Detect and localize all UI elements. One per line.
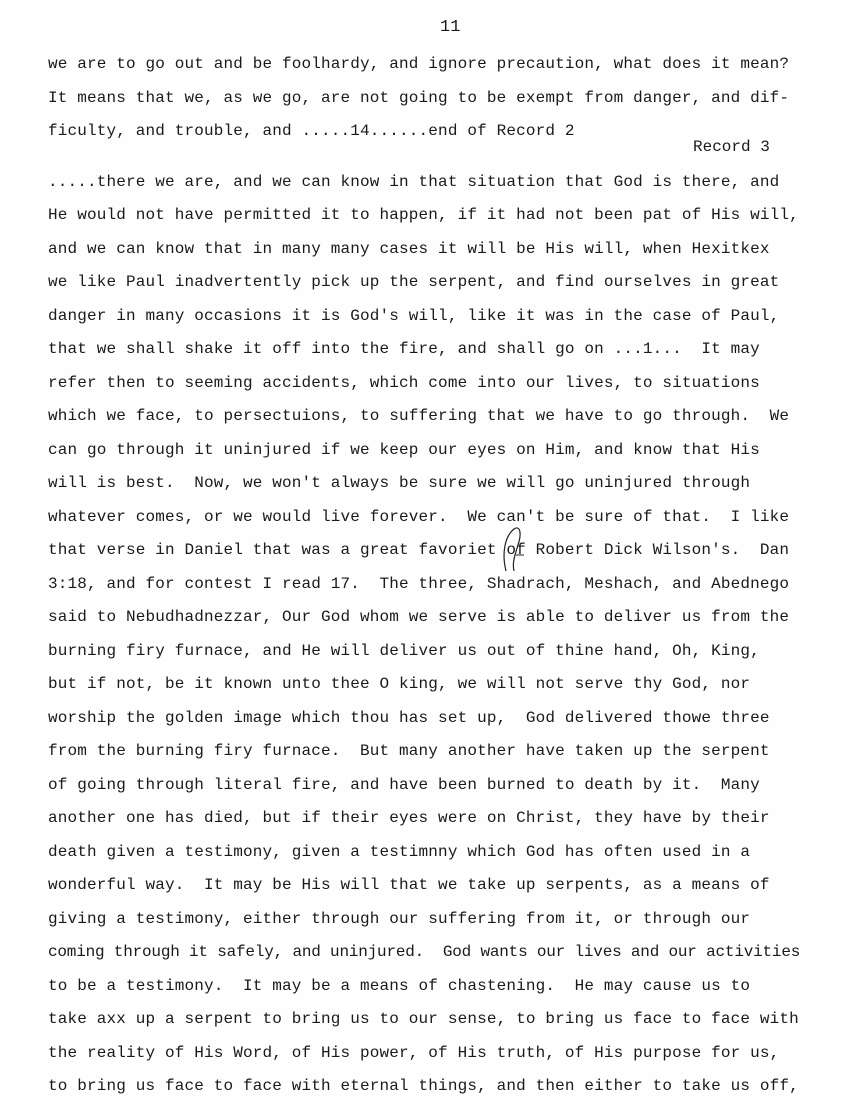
text-line: which we face, to persectuions, to suffering that we have to go through. We (48, 407, 790, 425)
text-line: the reality of His Word, of His power, of His truth, of His purpose for us, (48, 1044, 780, 1062)
text-line: danger in many occasions it is God's will, like it was in the case of Paul, (48, 307, 780, 325)
text-line: burning firy furnace, and He will deliver us out of thine hand, Oh, King, (48, 642, 760, 660)
text-line: to bring us face to face with eternal things, and then either to take us off, (48, 1077, 799, 1095)
text-line: .....there we are, and we can know in that situation that God is there, and (48, 173, 780, 191)
text-line: will is best. Now, we won't always be sure we will go uninjured through (48, 474, 751, 492)
text-line: that we shall shake it off into the fire, and shall go on ...1... It may (48, 340, 760, 358)
text-line: of going through literal fire, and have been burned to death by it. Many (48, 776, 760, 794)
text-line: take axx up a serpent to bring us to our sense, to bring us face to face with (48, 1010, 799, 1028)
text-line: to be a testimony. It may be a means of chastening. He may cause us to (48, 977, 751, 995)
record-label: Record 3 (693, 138, 770, 156)
text-line: said to Nebudhadnezzar, Our God whom we serve is able to deliver us from the (48, 608, 790, 626)
text-line: ficulty, and trouble, and .....14......end of Record 2 (48, 122, 575, 140)
text-line: refer then to seeming accidents, which come into our lives, to situations (48, 374, 760, 392)
text-line: can go through it uninjured if we keep our eyes on Him, and know that His (48, 441, 760, 459)
text-line: whatever comes, or we would live forever. We can't be sure of that. I like (48, 508, 790, 526)
text-line: another one has died, but if their eyes were on Christ, they have by their (48, 809, 770, 827)
text-line: and we can know that in many many cases it will be His will, when Hexitkex (48, 240, 770, 258)
handwritten-correction-mark (500, 525, 526, 575)
text-line: from the burning firy furnace. But many another have taken up the serpent (48, 742, 770, 760)
text-line: death given a testimony, given a testimnny which God has often used in a (48, 843, 751, 861)
text-line: that verse in Daniel that was a great favoriet of Robert Dick Wilson's. Dan (48, 541, 790, 559)
text-line: giving a testimony, either through our suffering from it, or through our (48, 910, 751, 928)
text-line: we are to go out and be foolhardy, and ignore precaution, what does it mean? (48, 55, 790, 73)
text-line: He would not have permitted it to happen, if it had not been pat of His will, (48, 206, 799, 224)
text-line: wonderful way. It may be His will that we take up serpents, as a means of (48, 876, 770, 894)
text-line: coming through it safely, and uninjured. God wants our lives and our activities (48, 943, 801, 961)
text-line: worship the golden image which thou has set up, God delivered thowe three (48, 709, 770, 727)
text-line: but if not, be it known unto thee O king, we will not serve thy God, nor (48, 675, 751, 693)
text-line: we like Paul inadvertently pick up the serpent, and find ourselves in great (48, 273, 780, 291)
text-line: It means that we, as we go, are not going to be exempt from danger, and dif- (48, 89, 790, 107)
page-number: 11 (440, 18, 461, 37)
text-line: 3:18, and for contest I read 17. The three, Shadrach, Meshach, and Abednego (48, 575, 790, 593)
